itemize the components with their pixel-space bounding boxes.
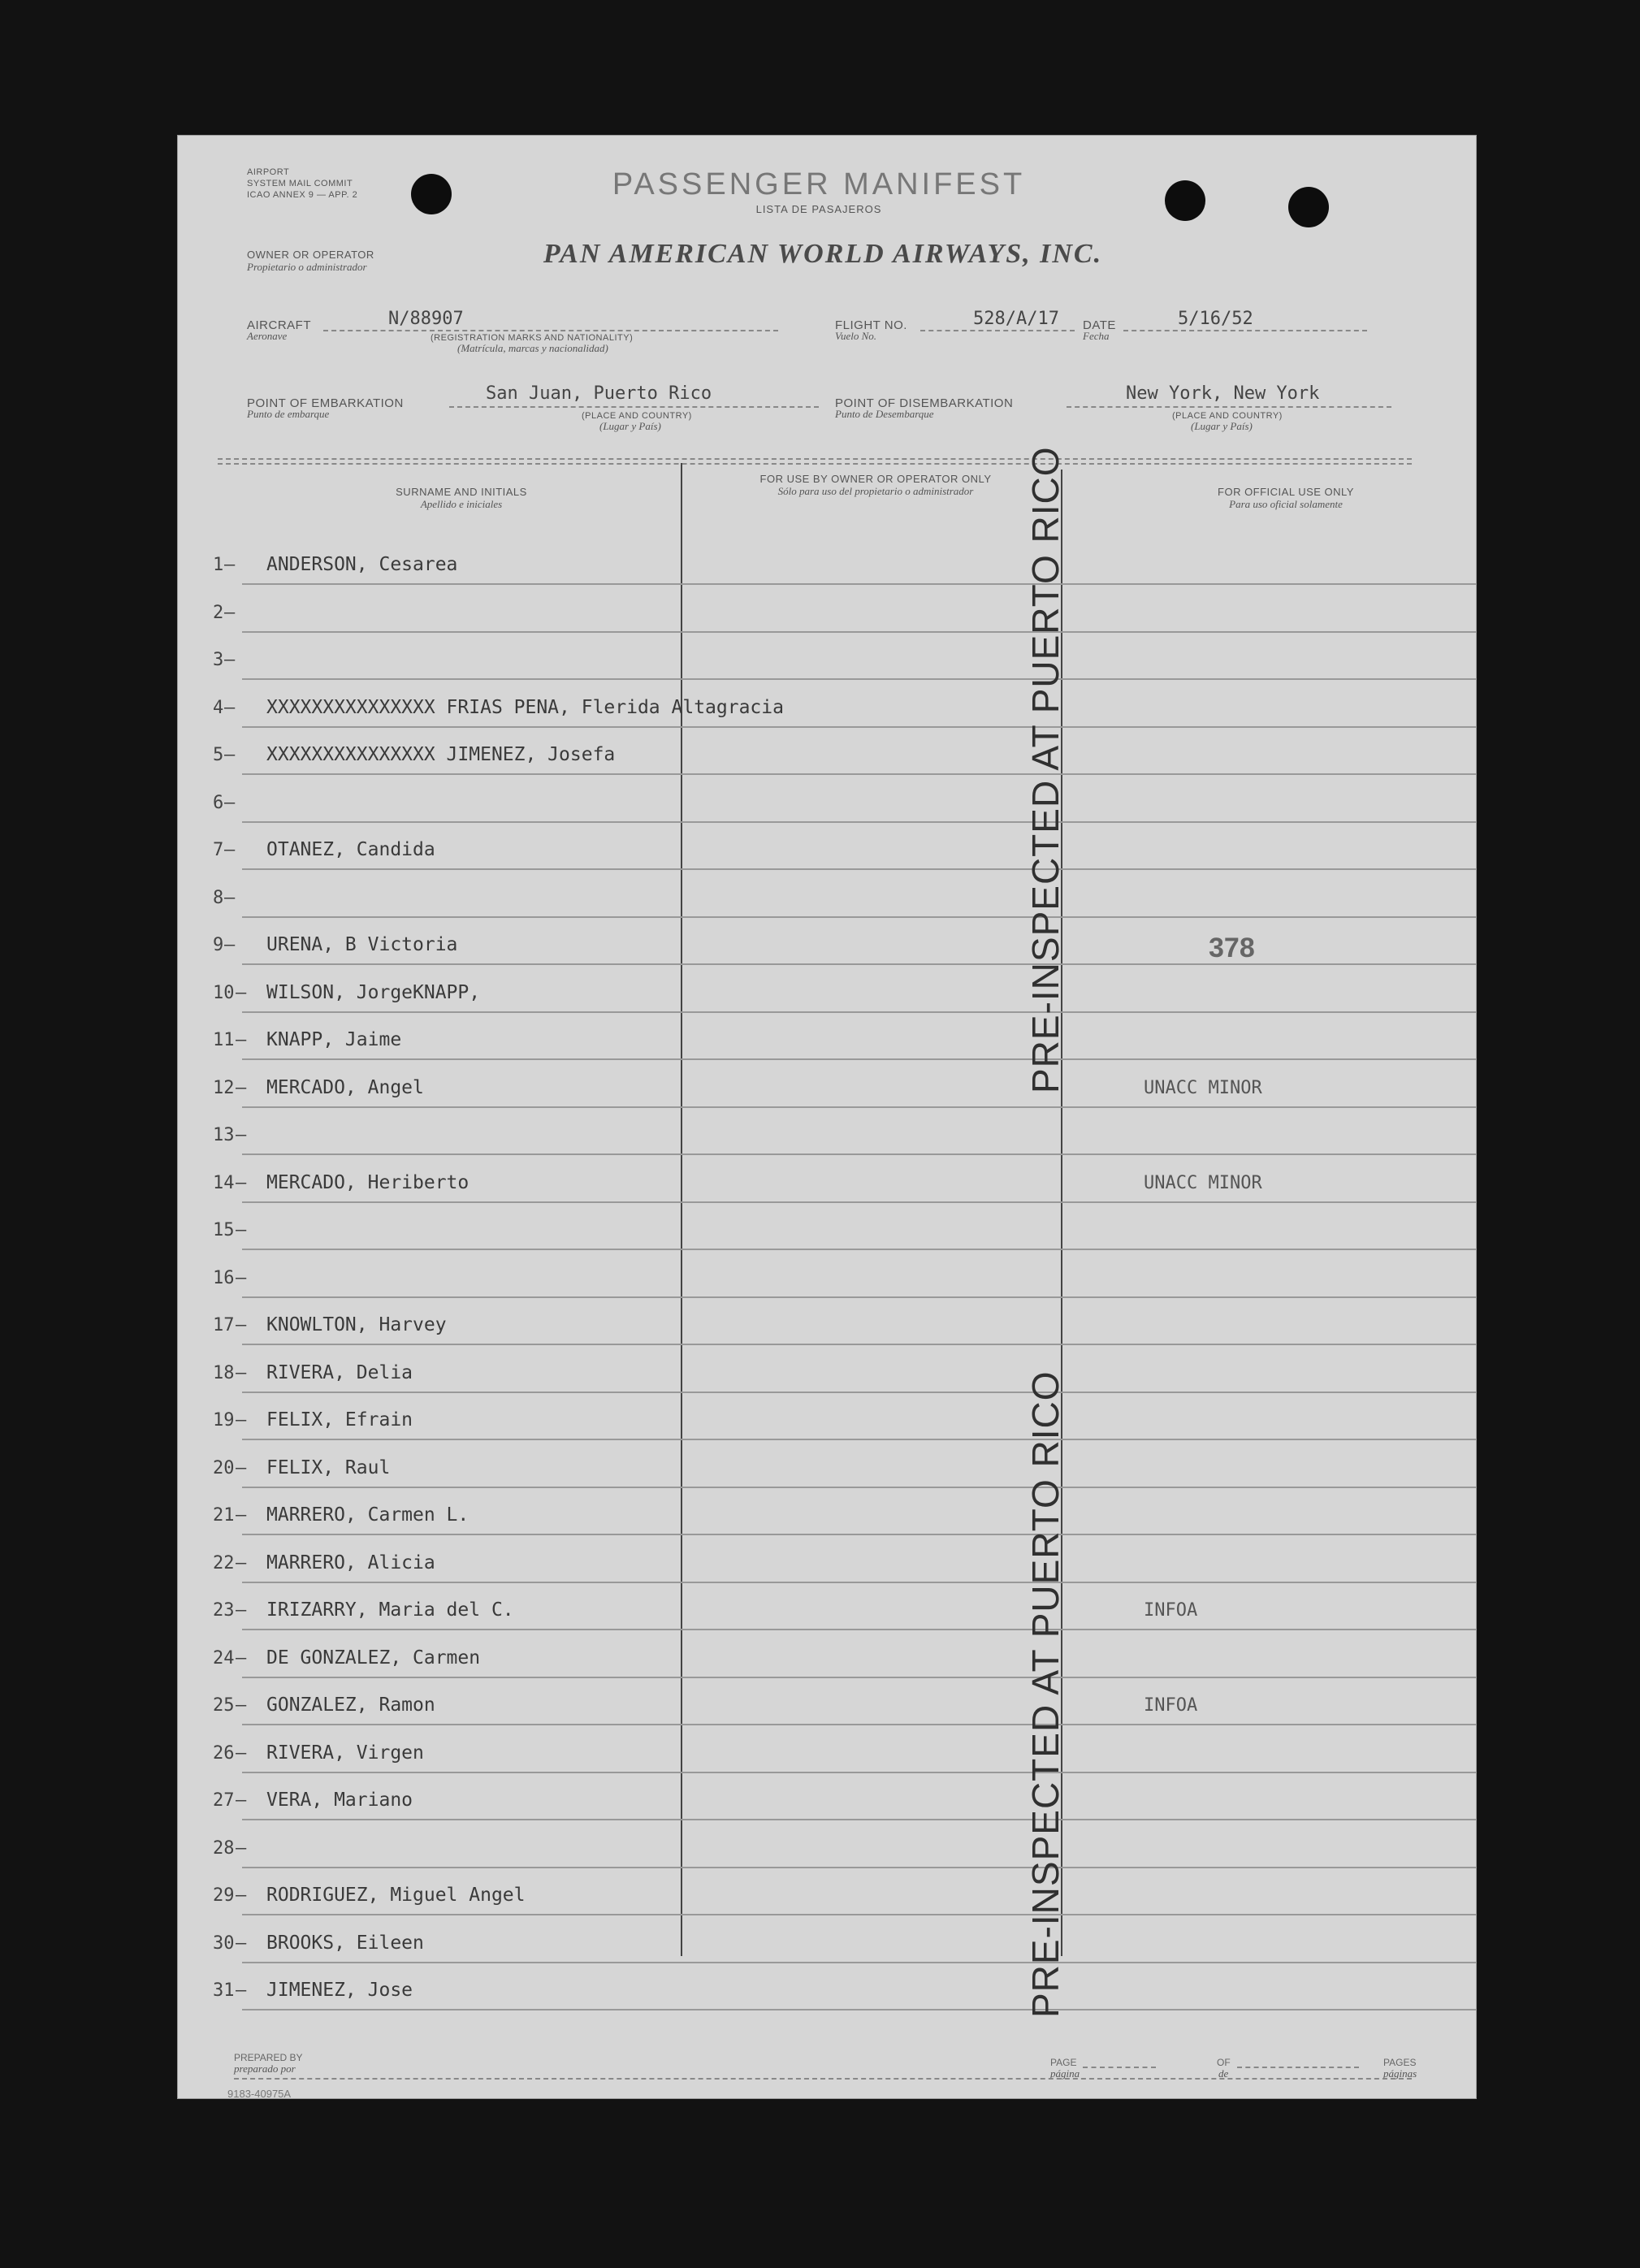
- row-rule: [242, 2009, 1477, 2010]
- row-number-dash: –: [236, 1315, 247, 1335]
- row-number-dash: –: [236, 1552, 247, 1573]
- table-row: [177, 1108, 1477, 1155]
- aircraft-label-es: Aeronave: [247, 330, 288, 342]
- row-number-dash: –: [236, 1362, 247, 1383]
- column-header-name-es: Apellido e iniciales: [420, 498, 503, 510]
- owner-value: PAN AMERICAN WORLD AIRWAYS, INC.: [543, 239, 1103, 269]
- row-number-dash: –: [236, 1980, 247, 2001]
- flight-value: 528/A/17: [973, 309, 1059, 329]
- table-row: [177, 871, 1477, 918]
- passenger-name: KNAPP, Jaime: [266, 1029, 402, 1050]
- row-number-dash: –: [224, 887, 236, 908]
- table-row: [177, 1773, 1477, 1820]
- column-header-official: [1152, 486, 1420, 510]
- row-number-dash: –: [236, 982, 247, 1003]
- row-number-dash: –: [236, 1885, 247, 1906]
- table-row: [177, 1251, 1477, 1298]
- pages-label-es: páginas: [1383, 2067, 1417, 2080]
- disembark-place-note-es: (Lugar y País): [1191, 420, 1253, 432]
- embark-label: POINT OF EMBARKATION: [247, 396, 404, 410]
- table-row: [177, 1156, 1477, 1203]
- row-number: 6: [213, 792, 224, 813]
- disembark-label-es: Punto de Desembarque: [835, 408, 934, 420]
- punch-hole-left: [411, 174, 452, 214]
- table-row: [177, 538, 1477, 585]
- table-top-rule-2: [218, 463, 1412, 465]
- prepared-by-label: PREPARED BY: [234, 2052, 303, 2063]
- row-number: 11: [213, 1030, 235, 1050]
- table-row: [177, 1441, 1477, 1488]
- passenger-name: MERCADO, Heriberto: [266, 1171, 469, 1193]
- row-number-dash: –: [236, 1600, 247, 1621]
- aircraft-value: N/88907: [388, 309, 464, 329]
- handwritten-number: 378: [1209, 933, 1255, 963]
- row-number-dash: –: [224, 745, 236, 765]
- punch-hole-center: [1165, 180, 1205, 221]
- passenger-name: URENA, B Victoria: [266, 934, 458, 955]
- row-number: 21: [213, 1505, 235, 1526]
- table-row: [177, 1583, 1477, 1630]
- row-number: 7: [213, 840, 224, 860]
- column-header-name: [266, 486, 656, 510]
- table-row: [177, 1393, 1477, 1440]
- official-note: UNACC MINOR: [1144, 1172, 1262, 1193]
- row-number: 29: [213, 1885, 235, 1906]
- aircraft-underline: [323, 330, 778, 331]
- disembark-place-note: (PLACE AND COUNTRY): [1172, 411, 1283, 421]
- row-number-dash: –: [224, 555, 236, 575]
- flight-label: FLIGHT NO.: [835, 318, 907, 332]
- preinspection-stamp-lower: PRE-INSPECTED AT PUERTO RICO: [1024, 1370, 1067, 2018]
- row-number-dash: –: [236, 1267, 247, 1288]
- table-top-rule-1: [218, 458, 1412, 460]
- page-label: PAGE: [1050, 2057, 1077, 2068]
- passenger-name: GONZALEZ, Ramon: [266, 1695, 435, 1716]
- owner-label-es: Propietario o administrador: [247, 261, 367, 273]
- embark-label-es: Punto de embarque: [247, 408, 330, 420]
- row-number: 31: [213, 1980, 235, 2001]
- column-header-operator-es: Sólo para uso del propietario o administrador: [777, 485, 974, 497]
- passenger-name: DE GONZALEZ, Carmen: [266, 1647, 481, 1669]
- table-row: [177, 1488, 1477, 1535]
- embark-place-note-es: (Lugar y País): [599, 420, 661, 432]
- row-number-dash: –: [224, 650, 236, 670]
- row-number-dash: –: [236, 1505, 247, 1526]
- official-note: INFOA: [1144, 1695, 1198, 1716]
- row-number: 1: [213, 555, 224, 575]
- row-number-dash: –: [224, 935, 236, 955]
- table-row: [177, 1821, 1477, 1868]
- row-number: 30: [213, 1933, 235, 1954]
- table-row: [177, 1346, 1477, 1393]
- aircraft-label: AIRCRAFT: [247, 318, 311, 332]
- row-number: 27: [213, 1790, 235, 1811]
- header-small-line-3: ICAO ANNEX 9 — APP. 2: [247, 190, 358, 200]
- flight-label-es: Vuelo No.: [835, 330, 877, 342]
- passenger-name: FELIX, Efrain: [266, 1409, 413, 1430]
- page-underline: [1083, 2067, 1156, 2068]
- row-number: 12: [213, 1077, 235, 1098]
- row-number: 18: [213, 1362, 235, 1383]
- form-number: 9183-40975A: [227, 2088, 292, 2100]
- row-number-dash: –: [224, 840, 236, 860]
- official-note: UNACC MINOR: [1144, 1077, 1262, 1098]
- passenger-name: XXXXXXXXXXXXXXX JIMENEZ, Josefa: [266, 744, 616, 765]
- row-number-dash: –: [236, 1030, 247, 1050]
- disembark-value: New York, New York: [1126, 383, 1320, 404]
- table-row: [177, 728, 1477, 775]
- aircraft-note: (REGISTRATION MARKS AND NATIONALITY): [431, 333, 634, 343]
- passenger-name: JIMENEZ, Jose: [266, 1980, 413, 2001]
- passenger-name: RIVERA, Virgen: [266, 1742, 424, 1764]
- row-number-dash: –: [236, 1742, 247, 1764]
- preinspection-stamp-upper: PRE-INSPECTED AT PUERTO RICO: [1024, 446, 1067, 1093]
- column-header-official-en: FOR OFFICIAL USE ONLY: [1218, 486, 1354, 498]
- table-row: [177, 918, 1477, 965]
- date-label-es: Fecha: [1083, 330, 1110, 342]
- row-number-dash: –: [224, 602, 236, 623]
- form-subtitle: LISTA DE PASAJEROS: [755, 203, 882, 215]
- passenger-name: RODRIGUEZ, Miguel Angel: [266, 1885, 526, 1906]
- table-row: [177, 1536, 1477, 1583]
- table-row: [177, 1061, 1477, 1108]
- row-number: 15: [213, 1220, 235, 1240]
- row-number: 24: [213, 1647, 235, 1669]
- punch-hole-right: [1288, 187, 1329, 227]
- column-header-name-en: SURNAME AND INITIALS: [396, 486, 527, 498]
- table-row: [177, 823, 1477, 870]
- row-number-dash: –: [236, 1695, 247, 1716]
- passenger-name: BROOKS, Eileen: [266, 1932, 424, 1954]
- date-underline: [1123, 330, 1367, 331]
- passenger-name: KNOWLTON, Harvey: [266, 1314, 447, 1335]
- row-number: 10: [213, 982, 235, 1003]
- column-header-operator: [746, 473, 1006, 497]
- row-number: 17: [213, 1315, 235, 1335]
- row-number: 19: [213, 1410, 235, 1430]
- row-number: 8: [213, 887, 224, 908]
- passenger-name: OTANEZ, Candida: [266, 839, 435, 860]
- table-row: [177, 1916, 1477, 1963]
- passenger-name: ANDERSON, Cesarea: [266, 554, 458, 575]
- disembark-underline: [1067, 406, 1391, 408]
- row-number-dash: –: [236, 1410, 247, 1430]
- of-label: OF: [1217, 2057, 1231, 2068]
- passenger-name: WILSON, JorgeKNAPP,: [266, 981, 481, 1003]
- passenger-name: XXXXXXXXXXXXXXX FRIAS PENA, Flerida Altagracia: [266, 696, 784, 718]
- table-row: [177, 1298, 1477, 1345]
- table-row: [177, 1678, 1477, 1725]
- row-number-dash: –: [236, 1790, 247, 1811]
- column-header-official-es: Para uso oficial solamente: [1229, 498, 1343, 510]
- passenger-name: MARRERO, Alicia: [266, 1552, 435, 1573]
- table-row: [177, 966, 1477, 1013]
- table-row: [177, 1203, 1477, 1250]
- header-small-line-1: AIRPORT: [247, 167, 290, 177]
- embark-place-note: (PLACE AND COUNTRY): [582, 411, 692, 421]
- table-row: [177, 1726, 1477, 1773]
- row-number: 14: [213, 1172, 235, 1193]
- passenger-name: FELIX, Raul: [266, 1456, 391, 1478]
- prepared-by-label-es: preparado por: [234, 2062, 296, 2075]
- date-label: DATE: [1083, 318, 1116, 332]
- passenger-name: IRIZARRY, Maria del C.: [266, 1599, 514, 1621]
- flight-underline: [920, 330, 1075, 331]
- row-number: 4: [213, 697, 224, 718]
- row-number: 26: [213, 1742, 235, 1764]
- header-small-line-2: SYSTEM MAIL COMMIT: [247, 179, 353, 188]
- table-row: [177, 1631, 1477, 1678]
- page-label-es: página: [1050, 2067, 1080, 2080]
- row-number: 20: [213, 1457, 235, 1478]
- table-row: [177, 633, 1477, 680]
- passenger-name: MERCADO, Angel: [266, 1076, 424, 1098]
- disembark-label: POINT OF DISEMBARKATION: [835, 396, 1014, 410]
- row-number: 9: [213, 935, 224, 955]
- row-number: 23: [213, 1600, 235, 1621]
- row-number-dash: –: [236, 1220, 247, 1240]
- row-number: 13: [213, 1125, 235, 1145]
- row-number-dash: –: [236, 1837, 247, 1859]
- passenger-name: MARRERO, Carmen L.: [266, 1504, 469, 1526]
- row-number: 28: [213, 1837, 235, 1859]
- table-row: [177, 1963, 1477, 2010]
- table-row: [177, 776, 1477, 823]
- row-number: 3: [213, 650, 224, 670]
- column-header-operator-en: FOR USE BY OWNER OR OPERATOR ONLY: [759, 473, 992, 485]
- row-number-dash: –: [236, 1077, 247, 1098]
- row-number-dash: –: [224, 697, 236, 718]
- table-row: [177, 681, 1477, 728]
- form-title: PASSENGER MANIFEST: [612, 167, 1026, 201]
- passenger-name: RIVERA, Delia: [266, 1361, 413, 1383]
- footer-rule: [234, 2078, 1412, 2080]
- date-value: 5/16/52: [1178, 309, 1253, 329]
- row-number: 5: [213, 745, 224, 765]
- row-number-dash: –: [236, 1647, 247, 1669]
- embark-underline: [449, 406, 819, 408]
- of-underline: [1237, 2067, 1359, 2068]
- aircraft-note-es: (Matrícula, marcas y nacionalidad): [457, 342, 608, 354]
- table-row: [177, 1868, 1477, 1915]
- official-note: INFOA: [1144, 1600, 1198, 1621]
- table-row: [177, 586, 1477, 633]
- manifest-page: [177, 135, 1477, 2099]
- row-number-dash: –: [236, 1172, 247, 1193]
- embark-value: San Juan, Puerto Rico: [486, 383, 712, 404]
- passenger-name: VERA, Mariano: [266, 1790, 413, 1811]
- row-number-dash: –: [236, 1933, 247, 1954]
- row-number-dash: –: [236, 1125, 247, 1145]
- row-number: 16: [213, 1267, 235, 1288]
- owner-label: OWNER OR OPERATOR: [247, 249, 374, 261]
- row-number: 22: [213, 1552, 235, 1573]
- row-number: 25: [213, 1695, 235, 1716]
- row-number: 2: [213, 602, 224, 623]
- row-number-dash: –: [224, 792, 236, 813]
- pages-label: PAGES: [1383, 2057, 1417, 2068]
- table-row: [177, 1013, 1477, 1060]
- of-label-es: de: [1218, 2067, 1229, 2080]
- row-number-dash: –: [236, 1457, 247, 1478]
